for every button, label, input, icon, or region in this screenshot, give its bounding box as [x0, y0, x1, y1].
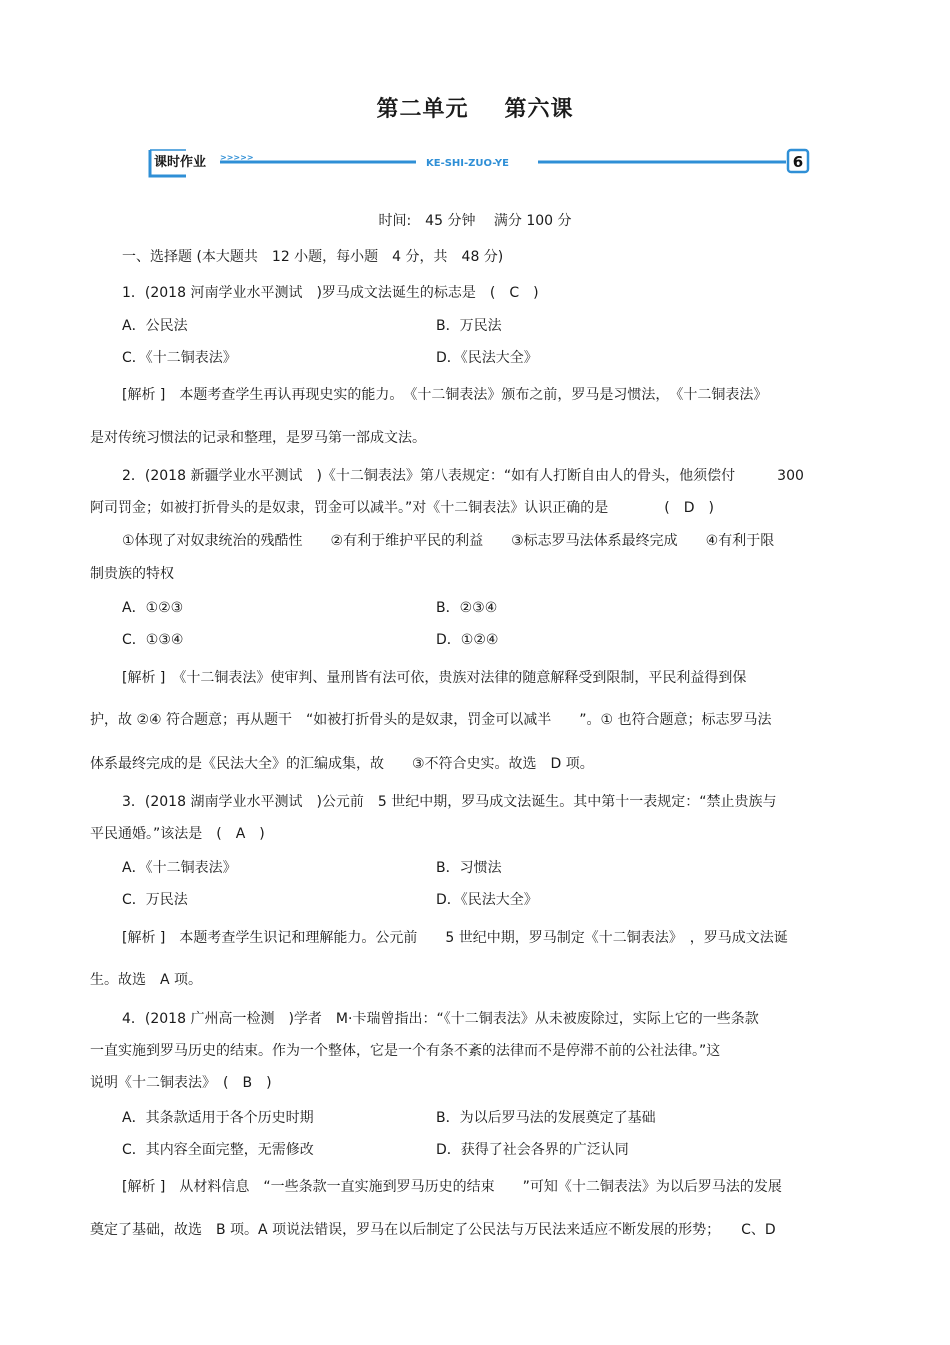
q1-option-a: A．公民法	[122, 318, 188, 334]
banner-number: 6	[792, 153, 804, 171]
q2-analysis-line2: 护，故 ②④ 符合题意；再从题干 “如被打折骨头的是奴隶，罚金可以减半 ”。① 也符合题意；标志罗马法	[90, 712, 772, 728]
title-lesson: 第六课	[504, 96, 574, 122]
q1-analysis-line1: [解析 ] 本题考查学生再认再现史实的能力。 《十二铜表法》颁布之前，罗马是习惯法， 《十二铜表法》	[122, 387, 768, 403]
title-unit: 第二单元	[376, 96, 469, 122]
question-2-stem-line2: 阿司罚金；如被打折骨头的是奴隶，罚金可以减半。”对《十二铜表法》认识正确的是 ( D )	[90, 500, 714, 516]
homework-banner	[146, 144, 816, 180]
q1-analysis-line2: 是对传统习惯法的记录和整理，是罗马第一部成文法。	[90, 430, 426, 446]
q4-analysis-line1: [解析 ] 从材料信息 “一些条款一直实施到罗马历史的结束 ”可知《十二铜表法》为以后罗马法的发展	[122, 1179, 782, 1195]
banner-pinyin: KE-SHI-ZUO-YE	[426, 158, 509, 169]
question-2-stem-line3: ①体现了对奴隶统治的残酷性 ②有利于维护平民的利益 ③标志罗马法体系最终完成 ④有利于限	[122, 533, 775, 549]
question-4-stem-line3: 说明《十二铜表法》 ( B )	[90, 1075, 272, 1091]
question-1-stem: 1．(2018 河南学业水平测试 )罗马成文法诞生的标志是 ( C )	[122, 285, 539, 301]
q2-option-c: C．①③④	[122, 632, 184, 648]
banner-label: 课时作业	[154, 155, 207, 170]
q1-option-c: C．《十二铜表法》	[122, 350, 237, 366]
section-heading: 一、选择题 (本大题共 12 小题，每小题 4 分，共 48 分)	[122, 249, 504, 265]
q3-analysis-line1: [解析 ] 本题考查学生识记和理解能力。公元前 5 世纪中期，罗马制定《十二铜表法》 ，罗马成文法诞	[122, 930, 788, 946]
q4-option-c: C．其内容全面完整，无需修改	[122, 1142, 314, 1158]
q1-option-d: D．《民法大全》	[436, 350, 538, 366]
q2-option-b: B．②③④	[436, 600, 498, 616]
q4-option-a: A．其条款适用于各个历史时期	[122, 1110, 314, 1126]
q2-option-a: A．①②③	[122, 600, 184, 616]
q3-analysis-line2: 生。故选 A 项。	[90, 972, 203, 988]
question-3-stem-line2: 平民通婚。”该法是 ( A )	[90, 826, 265, 842]
question-4-stem-line1: 4．(2018 广州高一检测 )学者 M·卡瑞曾指出：“《十二铜表法》从未被废除过，实际上它的一些条款	[122, 1011, 759, 1027]
q4-option-d: D．获得了社会各界的广泛认同	[436, 1142, 629, 1158]
question-4-stem-line2: 一直实施到罗马历史的结束。作为一个整体，它是一个有条不紊的法律而不是停滞不前的公社法律。”这	[90, 1043, 721, 1059]
q3-option-a: A．《十二铜表法》	[122, 860, 237, 876]
page-title	[0, 92, 950, 123]
q3-option-c: C．万民法	[122, 892, 188, 908]
q4-analysis-line2: 奠定了基础，故选 B 项。A 项说法错误，罗马在以后制定了公民法与万民法来适应不断发展的形势； C、D	[90, 1222, 776, 1238]
question-3-stem-line1: 3．(2018 湖南学业水平测试 )公元前 5 世纪中期，罗马成文法诞生。其中第十一表规定：“禁止贵族与	[122, 794, 777, 810]
q2-option-d: D．①②④	[436, 632, 499, 648]
time-info: 时间: 45 分钟 满分 100 分	[378, 213, 572, 229]
q2-analysis-line1: [解析 ] 《十二铜表法》使审判、量刑皆有法可依，贵族对法律的随意解释受到限制，平民利益得到保	[122, 670, 747, 686]
question-2-stem-line1: 2．(2018 新疆学业水平测试 )《十二铜表法》第八表规定：“如有人打断自由人的骨头，他须偿付 300	[122, 468, 804, 484]
banner-arrows: >>>>>	[220, 153, 254, 162]
q2-analysis-line3: 体系最终完成的是《民法大全》的汇编成集，故 ③不符合史实。故选 D 项。	[90, 756, 594, 772]
q3-option-b: B．习惯法	[436, 860, 502, 876]
q1-option-b: B．万民法	[436, 318, 502, 334]
q3-option-d: D．《民法大全》	[436, 892, 538, 908]
question-2-stem-line4: 制贵族的特权	[90, 566, 174, 582]
q4-option-b: B．为以后罗马法的发展奠定了基础	[436, 1110, 656, 1126]
